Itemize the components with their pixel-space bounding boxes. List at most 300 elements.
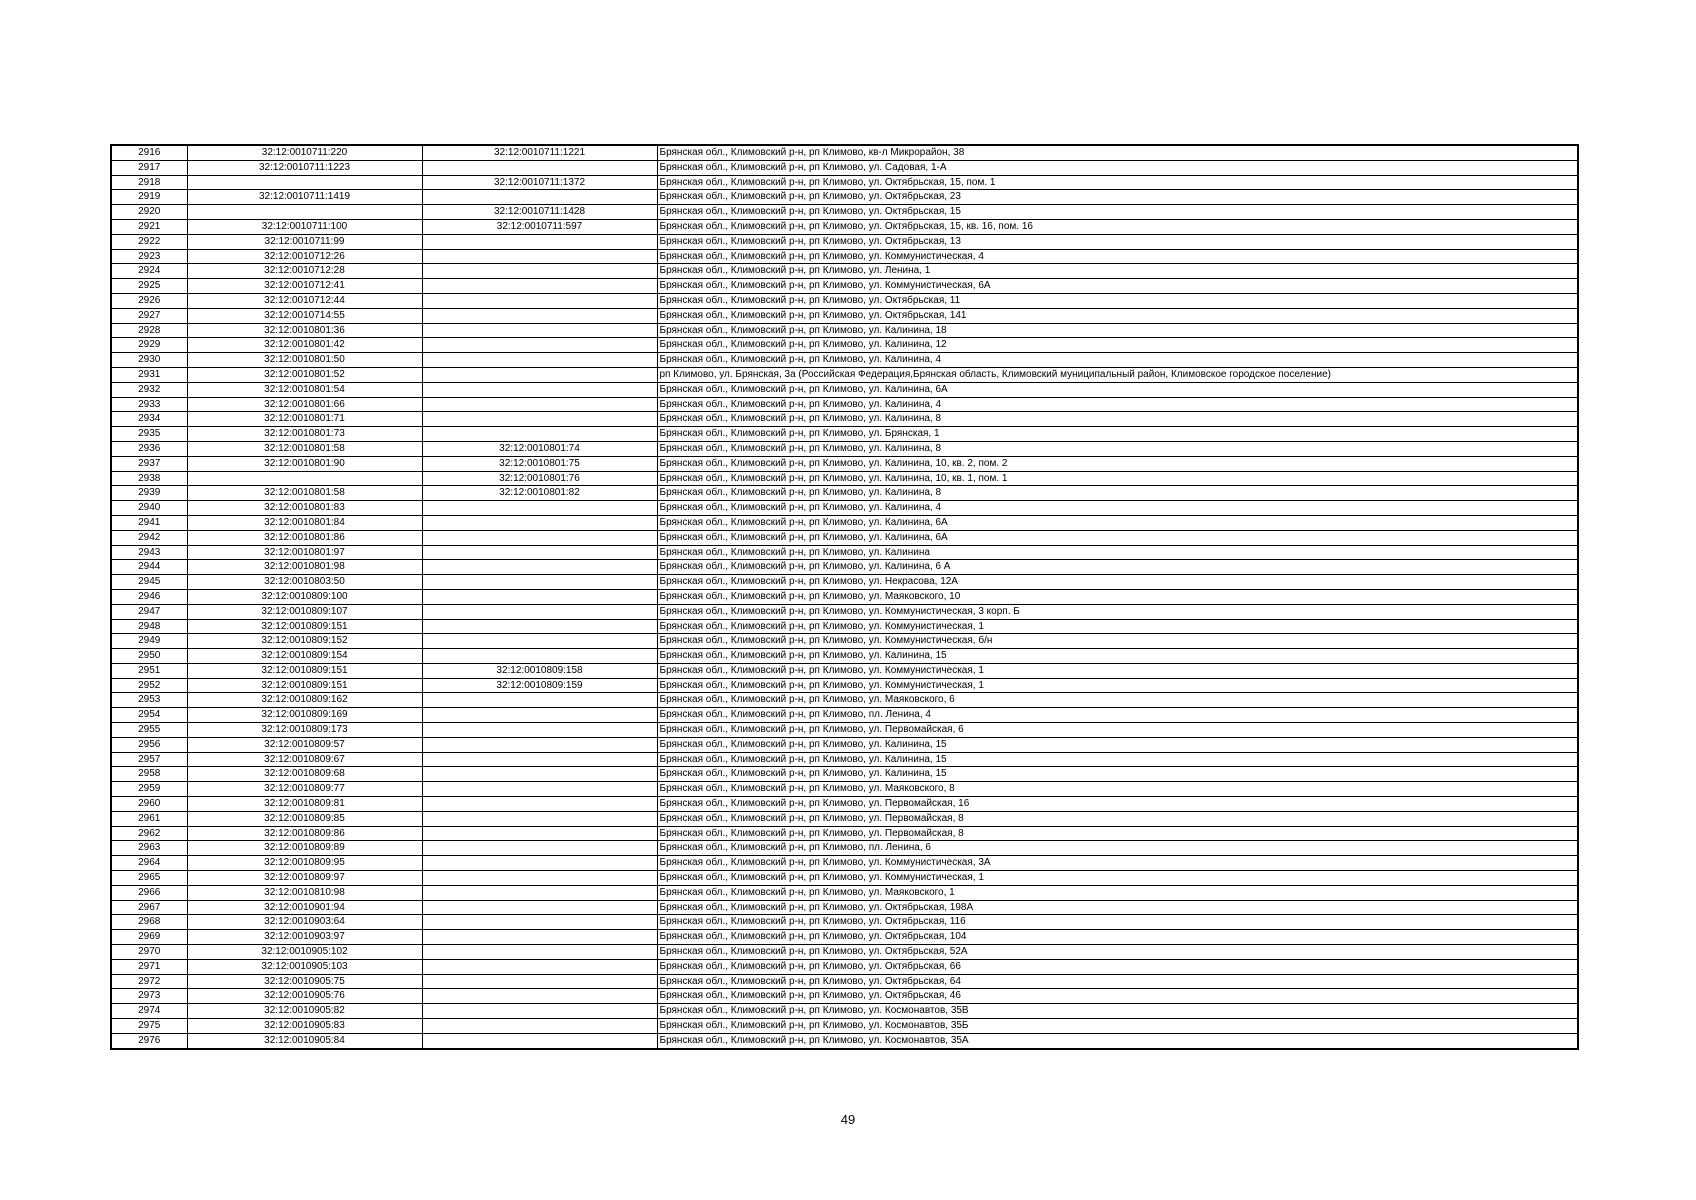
cadastral-number-cell: 32:12:0010801:84	[187, 515, 422, 530]
related-cadastral-number-cell: 32:12:0010801:76	[422, 471, 657, 486]
table-row	[111, 767, 1578, 782]
related-cadastral-number-cell	[422, 708, 657, 723]
related-cadastral-number-cell	[422, 279, 657, 294]
address-cell: Брянская обл., Климовский р-н, рп Климово, ул. Коммунистическая, 4	[657, 249, 1578, 264]
address-cell: Брянская обл., Климовский р-н, рп Климово, ул. Маяковского, 6	[657, 693, 1578, 708]
related-cadastral-number-cell: 32:12:0010711:597	[422, 219, 657, 234]
cadastral-number-cell: 32:12:0010905:82	[187, 1004, 422, 1019]
row-number-cell: 2952	[111, 678, 187, 693]
related-cadastral-number-cell	[422, 649, 657, 664]
related-cadastral-number-cell	[422, 915, 657, 930]
cadastral-number-cell: 32:12:0010809:81	[187, 797, 422, 812]
address-cell: Брянская обл., Климовский р-н, рп Климово, ул. Калинина, 6А	[657, 515, 1578, 530]
row-number-cell: 2956	[111, 737, 187, 752]
cadastral-number-cell: 32:12:0010803:50	[187, 575, 422, 590]
table-row	[111, 279, 1578, 294]
address-cell: Брянская обл., Климовский р-н, рп Климово, пл. Ленина, 4	[657, 708, 1578, 723]
table-row	[111, 575, 1578, 590]
row-number-cell: 2958	[111, 767, 187, 782]
table-body	[111, 145, 1578, 1049]
cadastral-number-cell	[187, 205, 422, 220]
row-number-cell: 2954	[111, 708, 187, 723]
table-row	[111, 501, 1578, 516]
table-row	[111, 338, 1578, 353]
table-row	[111, 959, 1578, 974]
cadastral-number-cell: 32:12:0010809:151	[187, 678, 422, 693]
related-cadastral-number-cell	[422, 1019, 657, 1034]
row-number-cell: 2951	[111, 663, 187, 678]
cadastral-number-cell: 32:12:0010711:99	[187, 234, 422, 249]
cadastral-number-cell: 32:12:0010809:86	[187, 826, 422, 841]
table-row	[111, 190, 1578, 205]
related-cadastral-number-cell	[422, 427, 657, 442]
address-cell: Брянская обл., Климовский р-н, рп Климово, ул. Октябрьская, 52А	[657, 945, 1578, 960]
address-cell: рп Климово, ул. Брянская, 3а (Российская Федерация,Брянская область, Климовский муниципальный район, Климовское городское поселение)	[657, 367, 1578, 382]
cadastral-number-cell: 32:12:0010711:100	[187, 219, 422, 234]
row-number-cell: 2962	[111, 826, 187, 841]
row-number-cell: 2937	[111, 456, 187, 471]
row-number-cell: 2926	[111, 293, 187, 308]
related-cadastral-number-cell	[422, 412, 657, 427]
related-cadastral-number-cell: 32:12:0010711:1221	[422, 145, 657, 160]
related-cadastral-number-cell	[422, 1004, 657, 1019]
row-number-cell: 2969	[111, 930, 187, 945]
related-cadastral-number-cell	[422, 782, 657, 797]
table-row	[111, 456, 1578, 471]
cadastral-number-cell: 32:12:0010905:102	[187, 945, 422, 960]
row-number-cell: 2916	[111, 145, 187, 160]
related-cadastral-number-cell: 32:12:0010711:1428	[422, 205, 657, 220]
cadastral-number-cell: 32:12:0010809:77	[187, 782, 422, 797]
table-row	[111, 989, 1578, 1004]
cadastral-number-cell: 32:12:0010712:41	[187, 279, 422, 294]
related-cadastral-number-cell	[422, 811, 657, 826]
table-row	[111, 708, 1578, 723]
table-row	[111, 353, 1578, 368]
address-cell: Брянская обл., Климовский р-н, рп Климово, ул. Октябрьская, 15, кв. 16, пом. 16	[657, 219, 1578, 234]
related-cadastral-number-cell: 32:12:0010801:82	[422, 486, 657, 501]
address-cell: Брянская обл., Климовский р-н, рп Климово, ул. Октябрьская, 15, пом. 1	[657, 175, 1578, 190]
cadastral-number-cell: 32:12:0010809:95	[187, 856, 422, 871]
table-row	[111, 160, 1578, 175]
table-row	[111, 634, 1578, 649]
row-number-cell: 2961	[111, 811, 187, 826]
cadastral-number-cell: 32:12:0010801:83	[187, 501, 422, 516]
address-cell: Брянская обл., Климовский р-н, рп Климово, ул. Октябрьская, 23	[657, 190, 1578, 205]
address-cell: Брянская обл., Климовский р-н, рп Климово, ул. Первомайская, 16	[657, 797, 1578, 812]
related-cadastral-number-cell	[422, 160, 657, 175]
cadastral-number-cell: 32:12:0010809:100	[187, 589, 422, 604]
address-cell: Брянская обл., Климовский р-н, рп Климово, ул. Калинина, 4	[657, 501, 1578, 516]
table-row	[111, 1019, 1578, 1034]
row-number-cell: 2946	[111, 589, 187, 604]
row-number-cell: 2924	[111, 264, 187, 279]
related-cadastral-number-cell	[422, 797, 657, 812]
table-row	[111, 604, 1578, 619]
cadastral-number-cell	[187, 471, 422, 486]
cadastral-number-cell: 32:12:0010712:44	[187, 293, 422, 308]
address-cell: Брянская обл., Климовский р-н, рп Климово, ул. Калинина, 12	[657, 338, 1578, 353]
table-row	[111, 530, 1578, 545]
table-row	[111, 205, 1578, 220]
related-cadastral-number-cell	[422, 397, 657, 412]
cadastral-number-cell: 32:12:0010809:151	[187, 619, 422, 634]
row-number-cell: 2943	[111, 545, 187, 560]
data-table	[110, 144, 1579, 1050]
cadastral-number-cell: 32:12:0010809:67	[187, 752, 422, 767]
table-row	[111, 1033, 1578, 1048]
address-cell: Брянская обл., Климовский р-н, рп Климово, ул. Октябрьская, 116	[657, 915, 1578, 930]
cadastral-number-cell: 32:12:0010712:26	[187, 249, 422, 264]
table-row	[111, 752, 1578, 767]
cadastral-number-cell: 32:12:0010801:50	[187, 353, 422, 368]
row-number-cell: 2957	[111, 752, 187, 767]
address-cell: Брянская обл., Климовский р-н, рп Климово, ул. Коммунистическая, 3А	[657, 856, 1578, 871]
row-number-cell: 2967	[111, 900, 187, 915]
related-cadastral-number-cell	[422, 945, 657, 960]
table-row	[111, 871, 1578, 886]
address-cell: Брянская обл., Климовский р-н, рп Климово, ул. Коммунистическая, 1	[657, 619, 1578, 634]
table-row	[111, 486, 1578, 501]
related-cadastral-number-cell: 32:12:0010711:1372	[422, 175, 657, 190]
address-cell: Брянская обл., Климовский р-н, рп Климово, ул. Калинина, 4	[657, 397, 1578, 412]
related-cadastral-number-cell	[422, 930, 657, 945]
table-row	[111, 649, 1578, 664]
row-number-cell: 2922	[111, 234, 187, 249]
related-cadastral-number-cell	[422, 885, 657, 900]
row-number-cell: 2964	[111, 856, 187, 871]
row-number-cell: 2928	[111, 323, 187, 338]
cadastral-number-cell: 32:12:0010714:55	[187, 308, 422, 323]
related-cadastral-number-cell	[422, 1033, 657, 1048]
related-cadastral-number-cell	[422, 974, 657, 989]
table-row	[111, 249, 1578, 264]
row-number-cell: 2968	[111, 915, 187, 930]
address-cell: Брянская обл., Климовский р-н, рп Климово, ул. Калинина, 15	[657, 767, 1578, 782]
address-cell: Брянская обл., Климовский р-н, рп Климово, ул. Брянская, 1	[657, 427, 1578, 442]
address-cell: Брянская обл., Климовский р-н, рп Климово, ул. Калинина, 8	[657, 441, 1578, 456]
cadastral-number-cell: 32:12:0010801:36	[187, 323, 422, 338]
row-number-cell: 2921	[111, 219, 187, 234]
related-cadastral-number-cell	[422, 190, 657, 205]
row-number-cell: 2923	[111, 249, 187, 264]
related-cadastral-number-cell	[422, 871, 657, 886]
table-row	[111, 930, 1578, 945]
address-cell: Брянская обл., Климовский р-н, рп Климово, ул. Октябрьская, 66	[657, 959, 1578, 974]
row-number-cell: 2920	[111, 205, 187, 220]
address-cell: Брянская обл., Климовский р-н, рп Климово, ул. Калинина, 8	[657, 486, 1578, 501]
address-cell: Брянская обл., Климовский р-н, рп Климово, ул. Космонавтов, 35В	[657, 1004, 1578, 1019]
row-number-cell: 2927	[111, 308, 187, 323]
address-cell: Брянская обл., Климовский р-н, рп Климово, ул. Октябрьская, 198А	[657, 900, 1578, 915]
related-cadastral-number-cell	[422, 826, 657, 841]
cadastral-number-cell: 32:12:0010903:97	[187, 930, 422, 945]
table-row	[111, 900, 1578, 915]
row-number-cell: 2947	[111, 604, 187, 619]
address-cell: Брянская обл., Климовский р-н, рп Климово, ул. Коммунистическая, 6А	[657, 279, 1578, 294]
table-row	[111, 441, 1578, 456]
page-number: 49	[840, 1112, 856, 1127]
address-cell: Брянская обл., Климовский р-н, рп Климово, ул. Октябрьская, 64	[657, 974, 1578, 989]
row-number-cell: 2929	[111, 338, 187, 353]
address-cell: Брянская обл., Климовский р-н, рп Климово, ул. Октябрьская, 104	[657, 930, 1578, 945]
address-cell: Брянская обл., Климовский р-н, рп Климово, ул. Октябрьская, 141	[657, 308, 1578, 323]
cadastral-number-cell: 32:12:0010801:98	[187, 560, 422, 575]
address-cell: Брянская обл., Климовский р-н, рп Климово, ул. Калинина, 6 А	[657, 560, 1578, 575]
related-cadastral-number-cell	[422, 338, 657, 353]
related-cadastral-number-cell	[422, 293, 657, 308]
row-number-cell: 2939	[111, 486, 187, 501]
row-number-cell: 2938	[111, 471, 187, 486]
row-number-cell: 2970	[111, 945, 187, 960]
row-number-cell: 2932	[111, 382, 187, 397]
related-cadastral-number-cell	[422, 382, 657, 397]
cadastral-number-cell: 32:12:0010905:103	[187, 959, 422, 974]
cadastral-number-cell: 32:12:0010901:94	[187, 900, 422, 915]
related-cadastral-number-cell	[422, 323, 657, 338]
address-cell: Брянская обл., Климовский р-н, рп Климово, ул. Садовая, 1-А	[657, 160, 1578, 175]
related-cadastral-number-cell	[422, 249, 657, 264]
cadastral-number-cell: 32:12:0010801:42	[187, 338, 422, 353]
row-number-cell: 2935	[111, 427, 187, 442]
address-cell: Брянская обл., Климовский р-н, рп Климово, ул. Калинина, 15	[657, 752, 1578, 767]
row-number-cell: 2976	[111, 1033, 187, 1048]
cadastral-number-cell: 32:12:0010809:152	[187, 634, 422, 649]
table-row	[111, 412, 1578, 427]
address-cell: Брянская обл., Климовский р-н, рп Климово, пл. Ленина, 6	[657, 841, 1578, 856]
related-cadastral-number-cell	[422, 367, 657, 382]
address-cell: Брянская обл., Климовский р-н, рп Климово, ул. Октябрьская, 11	[657, 293, 1578, 308]
cadastral-number-cell: 32:12:0010809:162	[187, 693, 422, 708]
table-row	[111, 219, 1578, 234]
row-number-cell: 2918	[111, 175, 187, 190]
address-cell: Брянская обл., Климовский р-н, рп Климово, ул. Маяковского, 10	[657, 589, 1578, 604]
row-number-cell: 2934	[111, 412, 187, 427]
table-row	[111, 856, 1578, 871]
address-cell: Брянская обл., Климовский р-н, рп Климово, ул. Калинина, 4	[657, 353, 1578, 368]
row-number-cell: 2953	[111, 693, 187, 708]
related-cadastral-number-cell	[422, 501, 657, 516]
related-cadastral-number-cell	[422, 545, 657, 560]
cadastral-number-cell: 32:12:0010801:66	[187, 397, 422, 412]
address-cell: Брянская обл., Климовский р-н, рп Климово, ул. Маяковского, 8	[657, 782, 1578, 797]
row-number-cell: 2917	[111, 160, 187, 175]
row-number-cell: 2959	[111, 782, 187, 797]
row-number-cell: 2933	[111, 397, 187, 412]
row-number-cell: 2965	[111, 871, 187, 886]
address-cell: Брянская обл., Климовский р-н, рп Климово, ул. Октябрьская, 13	[657, 234, 1578, 249]
cadastral-number-cell: 32:12:0010801:73	[187, 427, 422, 442]
related-cadastral-number-cell	[422, 634, 657, 649]
cadastral-number-cell: 32:12:0010809:169	[187, 708, 422, 723]
related-cadastral-number-cell	[422, 234, 657, 249]
row-number-cell: 2975	[111, 1019, 187, 1034]
table-row	[111, 323, 1578, 338]
table-row	[111, 974, 1578, 989]
row-number-cell: 2944	[111, 560, 187, 575]
related-cadastral-number-cell	[422, 530, 657, 545]
table-row	[111, 811, 1578, 826]
address-cell: Брянская обл., Климовский р-н, рп Климово, ул. Калинина, 18	[657, 323, 1578, 338]
address-cell: Брянская обл., Климовский р-н, рп Климово, ул. Первомайская, 8	[657, 811, 1578, 826]
table-row	[111, 826, 1578, 841]
row-number-cell: 2963	[111, 841, 187, 856]
related-cadastral-number-cell	[422, 693, 657, 708]
cadastral-number-cell: 32:12:0010711:1223	[187, 160, 422, 175]
address-cell: Брянская обл., Климовский р-н, рп Климово, ул. Первомайская, 6	[657, 723, 1578, 738]
related-cadastral-number-cell	[422, 767, 657, 782]
row-number-cell: 2945	[111, 575, 187, 590]
related-cadastral-number-cell	[422, 589, 657, 604]
cadastral-number-cell: 32:12:0010809:68	[187, 767, 422, 782]
row-number-cell: 2930	[111, 353, 187, 368]
table-row	[111, 737, 1578, 752]
related-cadastral-number-cell	[422, 723, 657, 738]
cadastral-number-cell: 32:12:0010712:28	[187, 264, 422, 279]
row-number-cell: 2925	[111, 279, 187, 294]
cadastral-number-cell: 32:12:0010809:97	[187, 871, 422, 886]
cadastral-number-cell: 32:12:0010711:1419	[187, 190, 422, 205]
related-cadastral-number-cell	[422, 900, 657, 915]
address-cell: Брянская обл., Климовский р-н, рп Климово, ул. Калинина, 10, кв. 1, пом. 1	[657, 471, 1578, 486]
row-number-cell: 2948	[111, 619, 187, 634]
row-number-cell: 2949	[111, 634, 187, 649]
cadastral-number-cell: 32:12:0010801:52	[187, 367, 422, 382]
cadastral-number-cell: 32:12:0010905:83	[187, 1019, 422, 1034]
table-row	[111, 885, 1578, 900]
row-number-cell: 2966	[111, 885, 187, 900]
address-cell: Брянская обл., Климовский р-н, рп Климово, ул. Калинина	[657, 545, 1578, 560]
row-number-cell: 2973	[111, 989, 187, 1004]
table-row	[111, 471, 1578, 486]
cadastral-number-cell: 32:12:0010801:97	[187, 545, 422, 560]
cadastral-number-cell: 32:12:0010711:220	[187, 145, 422, 160]
table-row	[111, 515, 1578, 530]
table-row	[111, 723, 1578, 738]
address-cell: Брянская обл., Климовский р-н, рп Климово, ул. Калинина, 15	[657, 649, 1578, 664]
address-cell: Брянская обл., Климовский р-н, рп Климово, ул. Калинина, 15	[657, 737, 1578, 752]
cadastral-number-cell: 32:12:0010809:85	[187, 811, 422, 826]
row-number-cell: 2919	[111, 190, 187, 205]
cadastral-number-cell: 32:12:0010903:64	[187, 915, 422, 930]
related-cadastral-number-cell	[422, 959, 657, 974]
cadastral-number-cell: 32:12:0010809:107	[187, 604, 422, 619]
table-row	[111, 915, 1578, 930]
table-row	[111, 382, 1578, 397]
address-cell: Брянская обл., Климовский р-н, рп Климово, ул. Калинина, 10, кв. 2, пом. 2	[657, 456, 1578, 471]
cadastral-number-cell: 32:12:0010809:173	[187, 723, 422, 738]
cadastral-number-cell: 32:12:0010801:86	[187, 530, 422, 545]
related-cadastral-number-cell: 32:12:0010801:74	[422, 441, 657, 456]
table-row	[111, 367, 1578, 382]
related-cadastral-number-cell	[422, 737, 657, 752]
table-row	[111, 175, 1578, 190]
row-number-cell: 2972	[111, 974, 187, 989]
row-number-cell: 2974	[111, 1004, 187, 1019]
related-cadastral-number-cell	[422, 308, 657, 323]
cadastral-number-cell: 32:12:0010905:76	[187, 989, 422, 1004]
cadastral-number-cell: 32:12:0010801:58	[187, 486, 422, 501]
related-cadastral-number-cell	[422, 856, 657, 871]
address-cell: Брянская обл., Климовский р-н, рп Климово, ул. Космонавтов, 35А	[657, 1033, 1578, 1048]
table-row	[111, 589, 1578, 604]
cadastral-number-cell: 32:12:0010810:98	[187, 885, 422, 900]
row-number-cell: 2941	[111, 515, 187, 530]
row-number-cell: 2936	[111, 441, 187, 456]
table-row	[111, 663, 1578, 678]
cadastral-number-cell: 32:12:0010801:71	[187, 412, 422, 427]
related-cadastral-number-cell: 32:12:0010801:75	[422, 456, 657, 471]
related-cadastral-number-cell	[422, 353, 657, 368]
address-cell: Брянская обл., Климовский р-н, рп Климово, ул. Калинина, 8	[657, 412, 1578, 427]
related-cadastral-number-cell: 32:12:0010809:158	[422, 663, 657, 678]
row-number-cell: 2942	[111, 530, 187, 545]
related-cadastral-number-cell	[422, 841, 657, 856]
address-cell: Брянская обл., Климовский р-н, рп Климово, ул. Октябрьская, 15	[657, 205, 1578, 220]
address-cell: Брянская обл., Климовский р-н, рп Климово, ул. Первомайская, 8	[657, 826, 1578, 841]
address-cell: Брянская обл., Климовский р-н, рп Климово, ул. Некрасова, 12А	[657, 575, 1578, 590]
table-row	[111, 427, 1578, 442]
table-row	[111, 841, 1578, 856]
row-number-cell: 2940	[111, 501, 187, 516]
table-row	[111, 782, 1578, 797]
related-cadastral-number-cell	[422, 989, 657, 1004]
row-number-cell: 2950	[111, 649, 187, 664]
table-row	[111, 1004, 1578, 1019]
address-cell: Брянская обл., Климовский р-н, рп Климово, ул. Космонавтов, 35Б	[657, 1019, 1578, 1034]
table-row	[111, 293, 1578, 308]
cadastral-number-cell: 32:12:0010801:58	[187, 441, 422, 456]
table-row	[111, 560, 1578, 575]
table-row	[111, 234, 1578, 249]
table-row	[111, 545, 1578, 560]
cadastral-number-cell: 32:12:0010905:84	[187, 1033, 422, 1048]
address-cell: Брянская обл., Климовский р-н, рп Климово, ул. Калинина, 6А	[657, 382, 1578, 397]
row-number-cell: 2971	[111, 959, 187, 974]
address-cell: Брянская обл., Климовский р-н, рп Климово, ул. Коммунистическая, 1	[657, 678, 1578, 693]
table-row	[111, 145, 1578, 160]
cadastral-number-cell	[187, 175, 422, 190]
related-cadastral-number-cell	[422, 619, 657, 634]
table-row	[111, 797, 1578, 812]
cadastral-number-cell: 32:12:0010809:154	[187, 649, 422, 664]
row-number-cell: 2955	[111, 723, 187, 738]
address-cell: Брянская обл., Климовский р-н, рп Климово, ул. Коммунистическая, 1	[657, 871, 1578, 886]
address-cell: Брянская обл., Климовский р-н, рп Климово, ул. Ленина, 1	[657, 264, 1578, 279]
table-row	[111, 678, 1578, 693]
related-cadastral-number-cell	[422, 575, 657, 590]
related-cadastral-number-cell: 32:12:0010809:159	[422, 678, 657, 693]
address-cell: Брянская обл., Климовский р-н, рп Климово, ул. Калинина, 6А	[657, 530, 1578, 545]
address-cell: Брянская обл., Климовский р-н, рп Климово, ул. Коммунистическая, 1	[657, 663, 1578, 678]
table-row	[111, 308, 1578, 323]
table-row	[111, 264, 1578, 279]
address-cell: Брянская обл., Климовский р-н, рп Климово, ул. Коммунистическая, 3 корп. Б	[657, 604, 1578, 619]
cadastral-number-cell: 32:12:0010801:90	[187, 456, 422, 471]
related-cadastral-number-cell	[422, 515, 657, 530]
table-row	[111, 397, 1578, 412]
address-cell: Брянская обл., Климовский р-н, рп Климово, кв-л Микрорайон, 38	[657, 145, 1578, 160]
row-number-cell: 2931	[111, 367, 187, 382]
table-row	[111, 945, 1578, 960]
address-cell: Брянская обл., Климовский р-н, рп Климово, ул. Коммунистическая, б/н	[657, 634, 1578, 649]
row-number-cell: 2960	[111, 797, 187, 812]
related-cadastral-number-cell	[422, 560, 657, 575]
table-row	[111, 619, 1578, 634]
related-cadastral-number-cell	[422, 752, 657, 767]
cadastral-number-cell: 32:12:0010809:151	[187, 663, 422, 678]
cadastral-number-cell: 32:12:0010809:89	[187, 841, 422, 856]
